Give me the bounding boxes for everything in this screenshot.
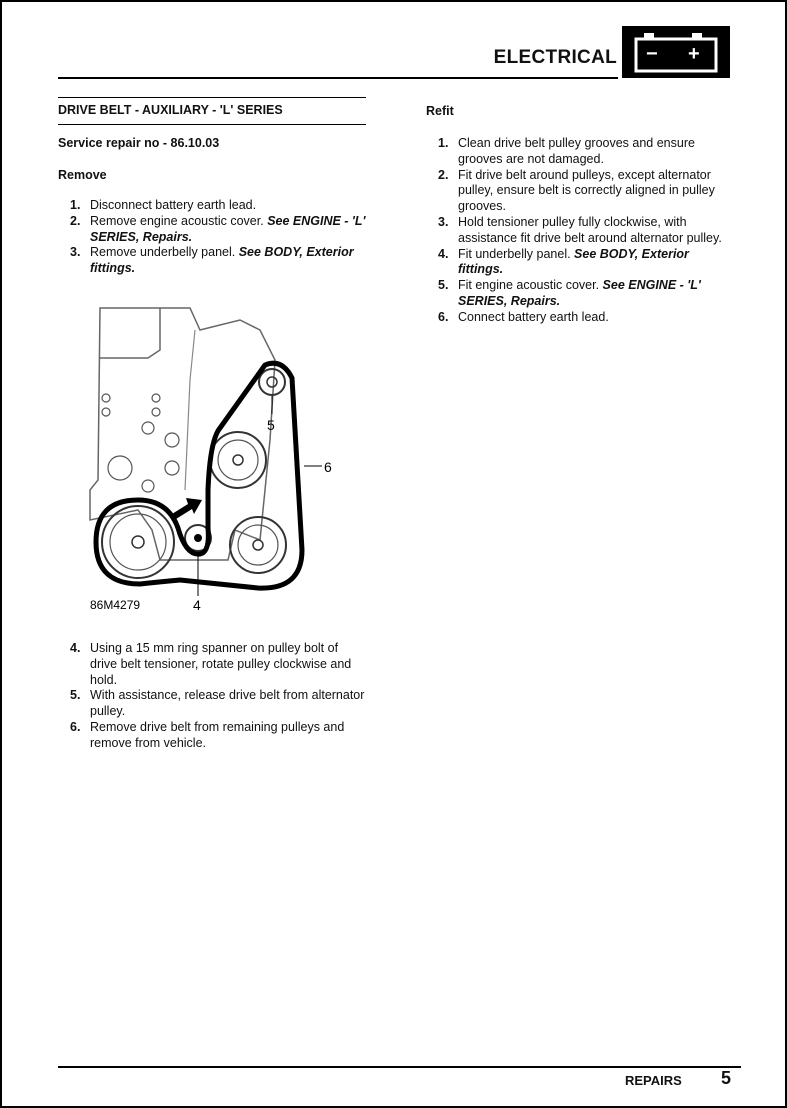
engine-cover-edge xyxy=(100,308,160,358)
title-rule-bottom xyxy=(58,124,366,125)
compressor-pulley xyxy=(230,517,286,573)
battery-icon xyxy=(622,26,730,78)
section-title: ELECTRICAL xyxy=(493,47,617,68)
belt-routing-figure xyxy=(60,290,360,620)
callout-4: 4 xyxy=(193,597,201,613)
refit-steps-list xyxy=(426,136,736,326)
battery-icon-box xyxy=(622,26,730,78)
battery-minus-sign: − xyxy=(646,43,658,65)
list-item: 1. Clean drive belt pulley grooves and ensure grooves are not damaged. xyxy=(438,136,695,166)
bolt-hole xyxy=(102,408,110,416)
list-item: 5. Fit engine acoustic cover. See ENGINE - 'L' SERIES, Repairs. xyxy=(438,278,701,308)
alternator-pulley xyxy=(210,432,266,488)
list-item: 6. Connect battery earth lead. xyxy=(438,309,609,324)
list-item: 5. With assistance, release drive belt from alternator pulley. xyxy=(70,688,365,719)
bolt-hole xyxy=(102,394,110,402)
bolt-hole xyxy=(142,480,154,492)
idler-pulley xyxy=(259,369,285,395)
remove-steps-list xyxy=(58,198,368,277)
battery-plus-sign: + xyxy=(688,43,700,65)
engine-seam xyxy=(185,330,195,490)
bolt-hole xyxy=(152,408,160,416)
bolt-hole xyxy=(152,394,160,402)
footer-rule xyxy=(58,1066,741,1068)
list-item: 6. Remove drive belt from remaining pulleys and remove from vehicle. xyxy=(70,719,345,750)
refit-heading: Refit xyxy=(426,104,454,118)
callout-6: 6 xyxy=(324,459,332,475)
drive-belt xyxy=(96,363,302,588)
remove-heading: Remove xyxy=(58,168,107,182)
bolt-hole xyxy=(165,433,179,447)
drive-belt-diagram xyxy=(60,290,360,620)
rotation-arrow-icon xyxy=(172,498,202,519)
list-item: 1. Disconnect battery earth lead. xyxy=(70,198,257,212)
header-rule xyxy=(58,77,618,79)
list-item: 4. Using a 15 mm ring spanner on pulley bolt of drive belt tensioner, rotate pulley clockwise and hold. xyxy=(70,641,352,687)
list-item: 3. Hold tensioner pulley fully clockwise, with assistance fit drive belt around alternator pulley. xyxy=(438,214,722,245)
footer-label: REPAIRS xyxy=(625,1073,682,1088)
bolt-hole xyxy=(165,461,179,475)
title-rule-top xyxy=(58,97,366,98)
list-item: 2. Remove engine acoustic cover. See ENGINE - 'L' SERIES, Repairs. xyxy=(70,213,366,244)
figure-code: 86M4279 xyxy=(90,598,141,612)
list-item: 2. Fit drive belt around pulleys, except alternator pulley, ensure belt is correctly aligned in pulley grooves. xyxy=(438,167,715,214)
callout-5: 5 xyxy=(267,417,275,433)
remove-steps-list-continued xyxy=(58,641,368,752)
engine-boss xyxy=(108,456,132,480)
list-item: 4. Fit underbelly panel. See BODY, Exterior fittings. xyxy=(438,246,689,277)
crankshaft-pulley xyxy=(102,506,174,578)
article-title: DRIVE BELT - AUXILIARY - 'L' SERIES xyxy=(58,103,283,117)
list-item: 3. Remove underbelly panel. See BODY, Exterior fittings. xyxy=(70,245,354,276)
bolt-hole xyxy=(142,422,154,434)
page-number: 5 xyxy=(721,1068,732,1088)
service-repair-number: Service repair no - 86.10.03 xyxy=(58,136,220,150)
